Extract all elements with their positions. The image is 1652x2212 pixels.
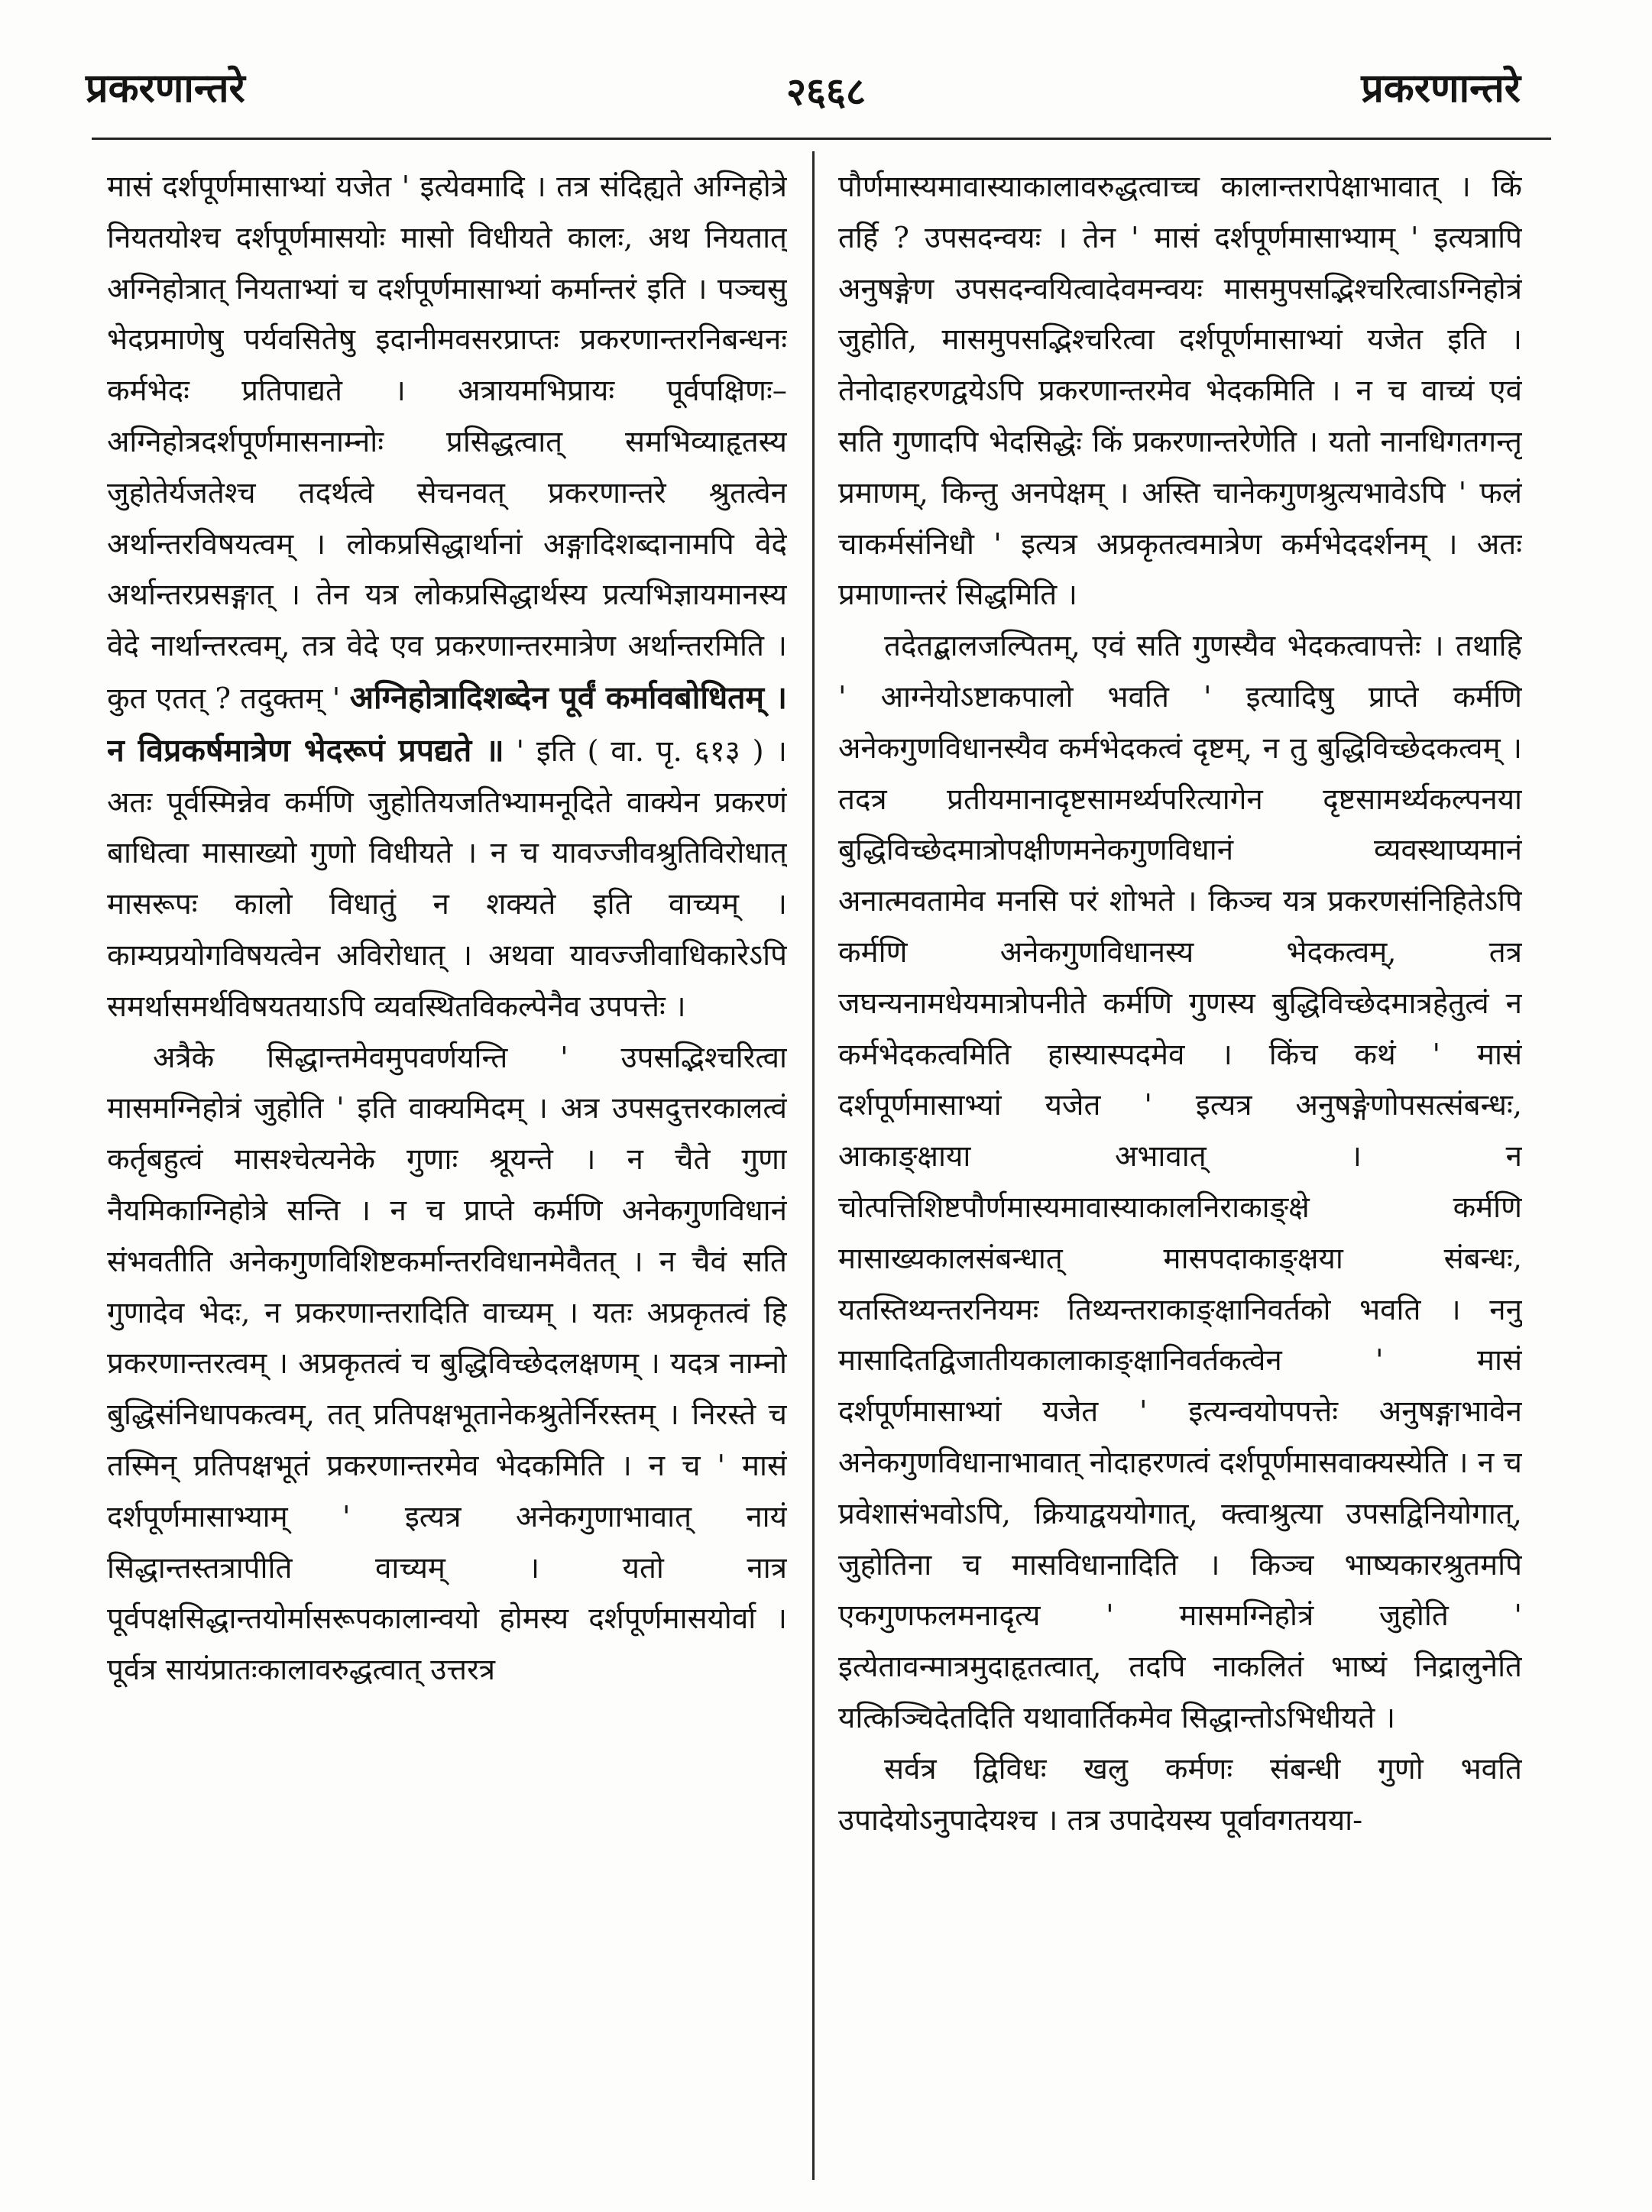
left-paragraph-1-text-b: ' इति ( वा. पृ. ६१३ ) । अतः पूर्वस्मिन्नेव कर्मणि जुहोतियजतिभ्यामनूदिते वाक्येन प्रकरणं बाधित्वा मासाख्यो गुणो विधीयते । न च यावज्जीवश्रुतिविरोधात् मासरूपः कालो विधातुं न शक्यते इति वाच्यम् । काम्यप्रयोगविषयत्वेन अविरोधात् । अथवा यावज्जीवाधिकारेऽपि समर्थासमर्थविषयतयाऽपि व्यवस्थितविकल्पेनैव उपपत्तेः ।	[107, 734, 787, 1024]
column-divider	[812, 151, 815, 2180]
right-paragraph-1: पौर्णमास्यमावास्याकालावरुद्धत्वाच्च कालान्तरापेक्षाभावात् । किं तर्हि ? उपसदन्वयः । तेन ' मासं दर्शपूर्णमासाभ्याम् ' इत्यत्रापि अनुषङ्गेण उपसदन्वयित्वादेवमन्वयः मासमुपसद्भिश्चरित्वाऽग्निहोत्रं जुहोति, मासमुपसद्भिश्चरित्वा दर्शपूर्णमासाभ्यां यजेत इति । तेनोदाहरणद्वयेऽपि प्रकरणान्तरमेव भेदकमिति । न च वाच्यं एवं सति गुणादपि भेदसिद्धेः किं प्रकरणान्तरेणेति । यतो नानधिगतगन्तृ प्रमाणम्, किन्तु अनपेक्षम् । अस्ति चानेकगुणश्रुत्यभावेऽपि ' फलं चाकर्मसंनिधौ ' इत्यत्र अप्रकृतत्वमात्रेण कर्मभेददर्शनम् । अतः प्रमाणान्तरं सिद्धमिति ।	[838, 170, 1522, 613]
left-paragraph-1	[107, 162, 787, 1033]
running-header-right: प्रकरणान्तरे	[1361, 65, 1521, 112]
header-rule	[92, 138, 1551, 140]
quoted-verse: अग्निहोत्रादिशब्देन पूर्वं कर्मावबोधितम् । न विप्रकर्षमात्रेण भेदरूपं प्रपद्यते ॥	[107, 678, 787, 769]
running-header-left: प्रकरणान्तरे	[86, 65, 245, 112]
right-paragraph-2: तदेतद्बालजल्पितम्, एवं सति गुणस्यैव भेदकत्वापत्तेः । तथाहि ' आग्नेयोऽष्टाकपालो भवति ' इत्यादिषु प्राप्ते कर्मणि अनेकगुणविधानस्यैव कर्मभेदकत्वं दृष्टम्, न तु बुद्धिविच्छेदकत्वम् । तदत्र प्रतीयमानादृष्टसामर्थ्यपरित्यागेन दृष्टसामर्थ्यकल्पनया बुद्धिविच्छेदमात्रोपक्षीणमनेकगुणविधानं व्यवस्थाप्यमानं अनात्मवतामेव मनसि परं शोभते । किञ्च यत्र प्रकरणसंनिहितेऽपि कर्मणि अनेकगुणविधानस्य भेदकत्वम्, तत्र जघन्यनामधेयमात्रोपनीते कर्मणि गुणस्य बुद्धिविच्छेदमात्रहेतुत्वं न कर्मभेदकत्वमिति हास्यास्पदमेव । किंच कथं ' मासं दर्शपूर्णमासाभ्यां यजेत ' इत्यत्र अनुषङ्गेणोपसत्संबन्धः, आकाङ्क्षाया अभावात् । न चोत्पत्तिशिष्टपौर्णमास्यमावास्याकालनिराकाङ्क्षे कर्मणि मासाख्यकालसंबन्धात् मासपदाकाङ्क्षया संबन्धः, यतस्तिथ्यन्तरनियमः तिथ्यन्तराकाङ्क्षानिवर्तको भवति । ननु मासादितद्विजातीयकालाकाङ्क्षानिवर्तकत्वेन ' मासं दर्शपूर्णमासाभ्यां यजेत ' इत्यन्वयोपपत्तेः अनुषङ्गाभावेन अनेकगुणविधानाभावात् नोदाहरणत्वं दर्शपूर्णमासवाक्यस्येति । न च प्रवेशासंभवोऽपि, क्रियाद्वययोगात्, क्त्वाश्रुत्या उपसद्विनियोगात्, जुहोतिना च मासविधानादिति । किञ्च भाष्यकारश्रुतमपि एकगुणफलमनादृत्य ' मासमग्निहोत्रं जुहोति ' इत्येतावन्मात्रमुदाहृतत्वात्, तदपि नाकलितं भाष्यं निद्रालुनेति यत्किञ्चिदेतदिति यथावार्तिकमेव सिद्धान्तोऽभिधीयते ।	[838, 629, 1522, 1735]
right-paragraph-3: सर्वत्र द्विविधः खलु कर्मणः संबन्धी गुणो भवति उपादेयोऽनुपादेयश्च । तत्र उपादेयस्य पूर्वावगतयया-	[838, 1751, 1522, 1838]
left-column	[107, 162, 787, 2187]
right-column	[838, 162, 1522, 2187]
left-paragraph-2: अत्रैके सिद्धान्तमेवमुपवर्णयन्ति ' उपसद्भिश्चरित्वा मासमग्निहोत्रं जुहोति ' इति वाक्यमिदम् । अत्र उपसदुत्तरकालत्वं कर्तृबहुत्वं मासश्चेत्यनेके गुणाः श्रूयन्ते । न चैते गुणा नैयमिकाग्निहोत्रे सन्ति । न च प्राप्ते कर्मणि अनेकगुणविधानं संभवतीति अनेकगुणविशिष्टकर्मान्तरविधानमेवैतत् । न चैवं सति गुणादेव भेदः, न प्रकरणान्तरादिति वाच्यम् । यतः अप्रकृतत्वं हि प्रकरणान्तरत्वम् । अप्रकृतत्वं च बुद्धिविच्छेदलक्षणम् । यदत्र नाम्नो बुद्धिसंनिधापकत्वम्, तत् प्रतिपक्षभूतानेकश्रुतेर्निरस्तम् । निरस्ते च तस्मिन् प्रतिपक्षभूतं प्रकरणान्तरमेव भेदकमिति । न च ' मासं दर्शपूर्णमासाभ्याम् ' इत्यत्र अनेकगुणाभावात् नायं सिद्धान्तस्तत्रापीति वाच्यम् । यतो नात्र पूर्वपक्षसिद्धान्तयोर्मासरूपकालान्वयो होमस्य दर्शपूर्णमासयोर्वा । पूर्वत्र सायंप्रातःकालावरुद्धत्वात् उत्तरत्र	[107, 1040, 787, 1688]
left-paragraph-1-text-a: मासं दर्शपूर्णमासाभ्यां यजेत ' इत्येवमादि । तत्र संदिह्यते अग्निहोत्रे नियतयोश्च दर्शपूर्णमासयोः मासो विधीयते कालः, अथ नियतात् अग्निहोत्रात् नियताभ्यां च दर्शपूर्णमासाभ्यां कर्मान्तरं इति । पञ्चसु भेदप्रमाणेषु पर्यवसितेषु इदानीमवसरप्राप्तः प्रकरणान्तरनिबन्धनः कर्मभेदः प्रतिपाद्यते । अत्रायमभिप्रायः पूर्वपक्षिणः– अग्निहोत्रदर्शपूर्णमासनाम्नोः प्रसिद्धत्वात् समभिव्याहृतस्य जुहोतेर्यजतेश्च तदर्थत्वे सेचनवत् प्रकरणान्तरे श्रुतत्वेन अर्थान्तरविषयत्वम् । लोकप्रसिद्धार्थानां अङ्गादिशब्दानामपि वेदे अर्थान्तरप्रसङ्गात् । तेन यत्र लोकप्रसिद्धार्थस्य प्रत्यभिज्ञायमानस्य वेदे नार्थान्तरत्वम्, तत्र वेदे एव प्रकरणान्तरमात्रेण अर्थान्तरमिति । कुत एतत् ? तदुक्तम् '	[107, 170, 787, 716]
page-number: २६६८	[786, 69, 866, 114]
